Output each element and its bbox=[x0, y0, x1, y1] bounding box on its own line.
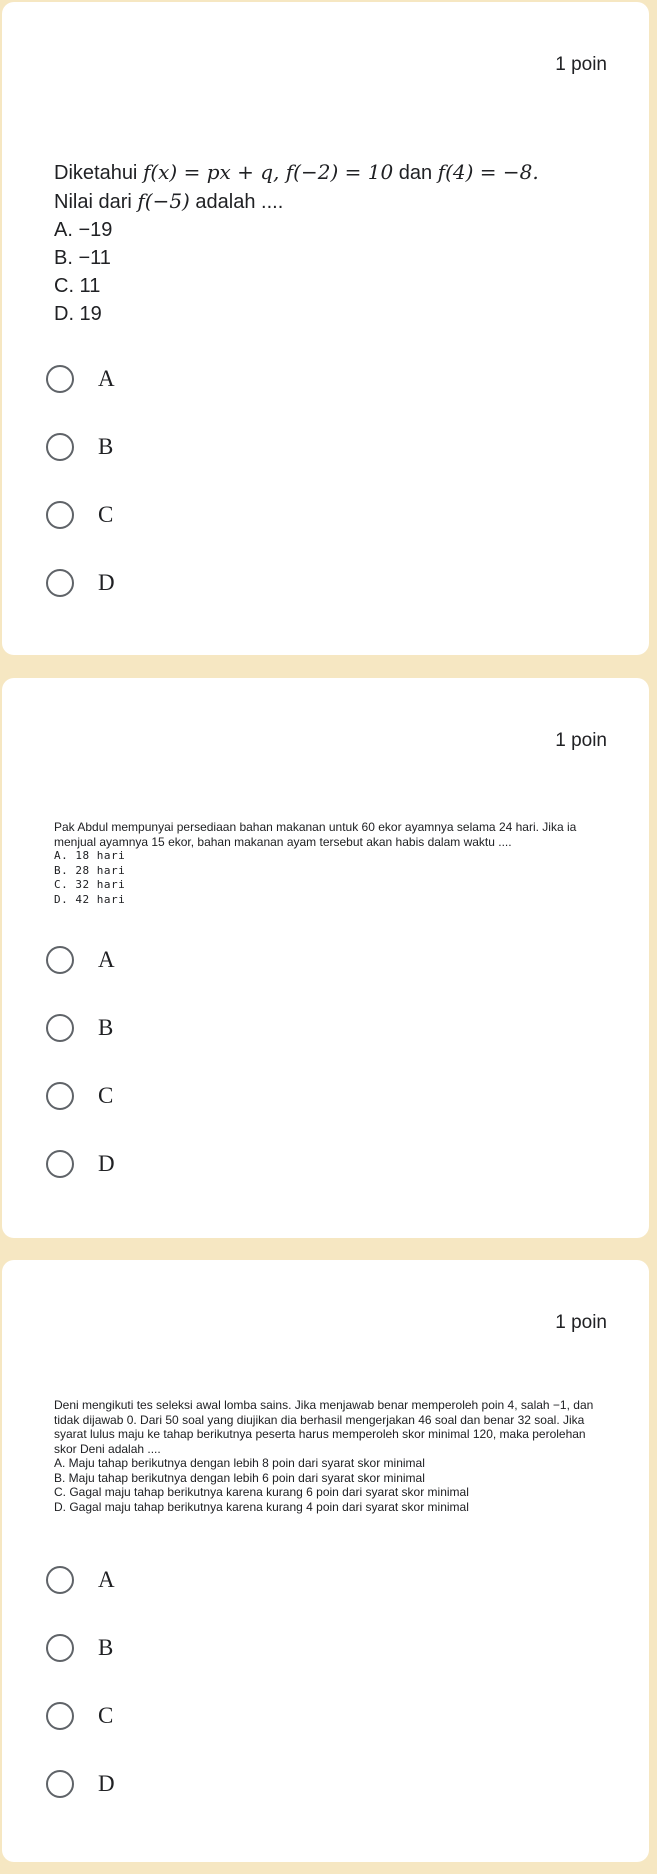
option-text: A. 18 hari bbox=[54, 849, 126, 862]
choice-label: A bbox=[98, 366, 115, 391]
choice-label: B bbox=[98, 1015, 114, 1040]
choice-label: B bbox=[98, 434, 114, 459]
radio-button[interactable] bbox=[46, 1566, 74, 1594]
points-label: 1 poin bbox=[555, 730, 607, 751]
option-text: B. 28 hari bbox=[54, 863, 126, 877]
radio-button[interactable] bbox=[46, 1702, 74, 1730]
radio-button[interactable] bbox=[46, 1634, 74, 1662]
choice-label: B bbox=[98, 1635, 114, 1660]
radio-button[interactable] bbox=[46, 946, 74, 974]
choice-c[interactable] bbox=[46, 1062, 115, 1130]
choice-b[interactable] bbox=[46, 1614, 115, 1682]
math-expression: f(4) = −8. bbox=[437, 160, 539, 184]
choice-label: A bbox=[98, 947, 115, 972]
option-text: D. 19 bbox=[54, 303, 102, 325]
radio-button[interactable] bbox=[46, 1150, 74, 1178]
option-text: C. Gagal maju tahap berikutnya karena kurang 6 poin dari syarat skor minimal bbox=[54, 1485, 469, 1499]
radio-button[interactable] bbox=[46, 501, 74, 529]
choice-label: A bbox=[98, 1567, 115, 1592]
choice-label: C bbox=[98, 1703, 114, 1728]
choice-label: D bbox=[98, 1151, 115, 1176]
radio-button[interactable] bbox=[46, 1082, 74, 1110]
choice-d[interactable] bbox=[46, 549, 115, 617]
math-expression: f(x) = px + q, f(−2) = 10 bbox=[142, 160, 394, 184]
option-text: A. −19 bbox=[54, 219, 113, 241]
choice-c[interactable] bbox=[46, 1682, 115, 1750]
choice-a[interactable] bbox=[46, 1546, 115, 1614]
points-label: 1 poin bbox=[555, 1312, 607, 1333]
choice-label: C bbox=[98, 502, 114, 527]
math-expression: f(−5) bbox=[137, 189, 190, 213]
choice-a[interactable] bbox=[46, 345, 115, 413]
radio-button[interactable] bbox=[46, 1770, 74, 1798]
choice-group bbox=[46, 345, 115, 617]
choice-b[interactable] bbox=[46, 413, 115, 481]
choice-c[interactable] bbox=[46, 481, 115, 549]
choice-b[interactable] bbox=[46, 994, 115, 1062]
option-text: A. Maju tahap berikutnya dengan lebih 8 poin dari syarat skor minimal bbox=[54, 1456, 425, 1470]
option-text: D. 42 hari bbox=[54, 892, 126, 906]
choice-label: C bbox=[98, 1083, 114, 1108]
question-card-1 bbox=[2, 2, 649, 655]
choice-group bbox=[46, 1546, 115, 1818]
radio-button[interactable] bbox=[46, 365, 74, 393]
choice-group bbox=[46, 926, 115, 1198]
radio-button[interactable] bbox=[46, 569, 74, 597]
option-text: D. Gagal maju tahap berikutnya karena kurang 4 poin dari syarat skor minimal bbox=[54, 1499, 469, 1514]
choice-d[interactable] bbox=[46, 1130, 115, 1198]
radio-button[interactable] bbox=[46, 1014, 74, 1042]
option-text: B. Maju tahap berikutnya dengan lebih 6 poin dari syarat skor minimal bbox=[54, 1470, 425, 1485]
option-text: C. 11 bbox=[54, 275, 101, 297]
question-text: Diketahui f(x) = px + q, f(−2) = 10 dan f(4) = −8. Nilai dari f(−5) adalah .... A. −19 B. −11 C. 11 D. 19 bbox=[54, 158, 611, 328]
choice-a[interactable] bbox=[46, 926, 115, 994]
choice-d[interactable] bbox=[46, 1750, 115, 1818]
points-label: 1 poin bbox=[555, 54, 607, 75]
choice-label: D bbox=[98, 1771, 115, 1796]
question-card-3 bbox=[2, 1260, 649, 1862]
question-text: Deni mengikuti tes seleksi awal lomba sains. Jika menjawab benar memperoleh poin 4, salah −1, dan tidak dijawab 0. Dari 50 soal yang diujikan dia berhasil mengerjakan 46 soal dan benar 32 soal. Jika syarat lulus maju ke tahap berikutnya peserta harus memperoleh skor minimal 120, maka perolehan skor Deni adalah .... A. Maju tahap berikutnya dengan lebih 8 poin dari syarat skor minimal B. Maju tahap berikutnya dengan lebih 6 poin dari syarat skor minimal C. Gagal maju tahap berikutnya karena kurang 6 poin dari syarat skor minimal D. Gagal maju tahap berikutnya karena kurang 4 poin dari syarat skor minimal bbox=[54, 1398, 611, 1514]
choice-label: D bbox=[98, 570, 115, 595]
option-text: B. −11 bbox=[54, 247, 111, 269]
radio-button[interactable] bbox=[46, 433, 74, 461]
option-text: C. 32 hari bbox=[54, 878, 126, 891]
question-text: Pak Abdul mempunyai persediaan bahan makanan untuk 60 ekor ayamnya selama 24 hari. Jika ia menjual ayamnya 15 ekor, bahan makanan ayam tersebut akan habis dalam waktu .... A. 18 hari B. 28 hari C. 32 hari D. 42 hari bbox=[54, 820, 611, 907]
question-card-2 bbox=[2, 678, 649, 1238]
